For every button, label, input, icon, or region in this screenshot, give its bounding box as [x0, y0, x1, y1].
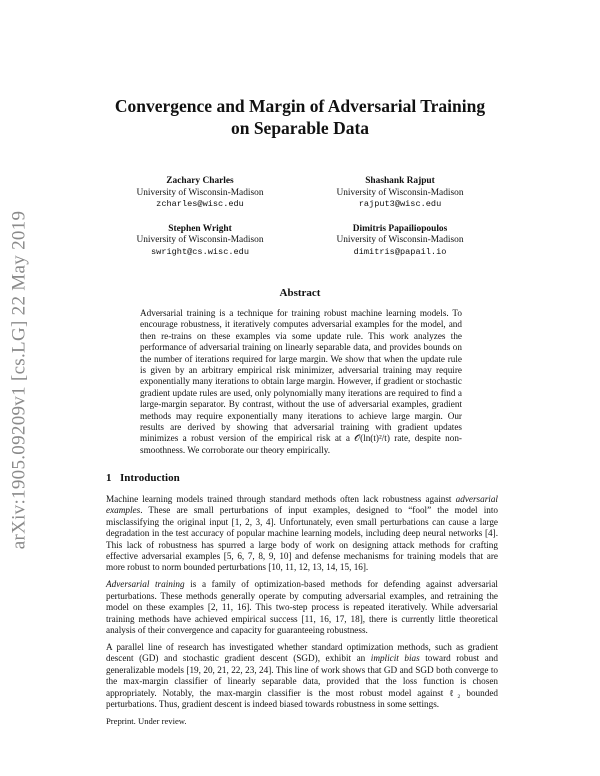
author-papailiopoulos: [300, 224, 500, 259]
author-rajput: [300, 176, 500, 211]
arxiv-identifier: [2, 200, 36, 560]
paragraph-text: A parallel line of research has investigated whether standard optimization methods, such as gradient descent (GD) and stochastic gradient descent (SGD), exhibit an: [106, 641, 498, 664]
author-affiliation: University of Wisconsin-Madison: [336, 187, 464, 198]
abstract-heading: Abstract: [279, 287, 321, 299]
author-name: Stephen Wright: [168, 223, 232, 234]
author-affiliation: University of Wisconsin-Madison: [336, 235, 464, 245]
author-affiliation: University of Wisconsin-Madison: [136, 235, 264, 245]
paragraph-text: bounded perturbations. Thus, gradient descent is indeed biased towards robustness in some settings.: [106, 687, 498, 709]
title-line-1: Convergence and Margin of Adversarial Training: [114, 96, 486, 116]
author-email: dimitris@papail.io: [353, 246, 447, 257]
footer-note: Preprint. Under review.: [106, 716, 187, 726]
paragraph-text: is a family of optimization-based methods for defending against adversarial perturbations. These methods generally operate by computing adversarial examples, and retraining the model on these examples [2, 11, 16]. This two-step process is repeated iteratively. While adversarial training methods have achieved empirical success [11, 16, 17, 18], there is currently little theoretical analysis of their convergence and capacity for guaranteeing robustness.: [106, 579, 498, 635]
author-block: [100, 176, 500, 271]
author-email: swright@cs.wisc.edu: [151, 246, 249, 257]
author-name: Dimitris Papailiopoulos: [352, 223, 448, 234]
paragraph: [106, 494, 498, 574]
emphasis-text: adversarial examples: [106, 494, 498, 516]
paragraph-text: toward robust and generalizable models [19, 20, 21, 22, 23, 24]. This line of work shows that GD and SGD both converge to the max-margin classifier of linearly separable data, provided that the loss function is chosen appropriately. Notably, the max-margin classifier is the most robust model against: [106, 653, 498, 698]
title-line-2: on Separable Data: [230, 118, 370, 138]
author-wright: [100, 224, 300, 259]
paragraph-text: . These are small perturbations of input examples, designed to “fool” the model into misclassifying the original input [1, 2, 3, 4]. Unfortunately, even small perturbations can cause a large degradation in the test accuracy of popular machine learning models, including deep neural networks [4]. This lack of robustness has spurred a large body of work on designing attack methods for crafting effective adversarial examples [5, 6, 7, 8, 9, 10] and defense mechanisms for training models that are more robust to norm bounded perturbations [10, 11, 12, 13, 14, 15, 16].: [106, 505, 498, 573]
arxiv-identifier-text: arXiv:1905.09209v1 [cs.LG] 22 May 2019: [8, 210, 30, 550]
emphasis-text: implicit bias: [370, 653, 420, 664]
author-row-1: [100, 176, 500, 211]
body-text: [106, 494, 498, 716]
author-name: Zachary Charles: [166, 176, 234, 186]
section-title: Introduction: [120, 472, 180, 484]
author-email: rajput3@wisc.edu: [358, 199, 442, 209]
author-row-2: [100, 224, 500, 259]
paragraph: [106, 642, 498, 710]
author-name: Shashank Rajput: [365, 176, 435, 186]
author-charles: [100, 176, 300, 211]
abstract-text-end: rate, despite non-smoothness. We corroborate our theory empirically.: [140, 433, 462, 455]
section-number: 1: [106, 472, 112, 484]
author-email: zcharles@wisc.edu: [156, 199, 244, 209]
paragraph-text: Machine learning models trained through standard methods often lack robustness against: [106, 494, 456, 504]
emphasis-text: Adversarial training: [106, 579, 185, 590]
paper-title: [60, 95, 540, 139]
paragraph: [106, 579, 498, 636]
norm-symbol: ℓ₂: [449, 687, 461, 698]
abstract-body: [140, 308, 462, 456]
section-heading: [106, 472, 180, 484]
convergence-rate: 𝒪(ln(t)²/t): [354, 433, 390, 444]
abstract-text: Adversarial training is a technique for training robust machine learning models. To encourage robustness, it iteratively computes adversarial examples for the model, and then re-trains on these examples via some update rule. This work analyzes the performance of adversarial training on linearly separable data, and provides bounds on the number of iterations required for large margin. We show that when the update rule is given by an arbitrary empirical risk minimizer, adversarial training may require exponentially many iterations to obtain large margin. However, if gradient or stochastic gradient update rules are used, only polynomially many iterations are required to find a large-margin separator. By contrast, without the use of adversarial examples, gradient methods may require exponentially many iterations to achieve large margin. Our results are derived by showing that adversarial training with gradient updates minimizes a robust version of the empirical risk at a: [140, 308, 462, 444]
author-affiliation: University of Wisconsin-Madison: [136, 187, 264, 198]
